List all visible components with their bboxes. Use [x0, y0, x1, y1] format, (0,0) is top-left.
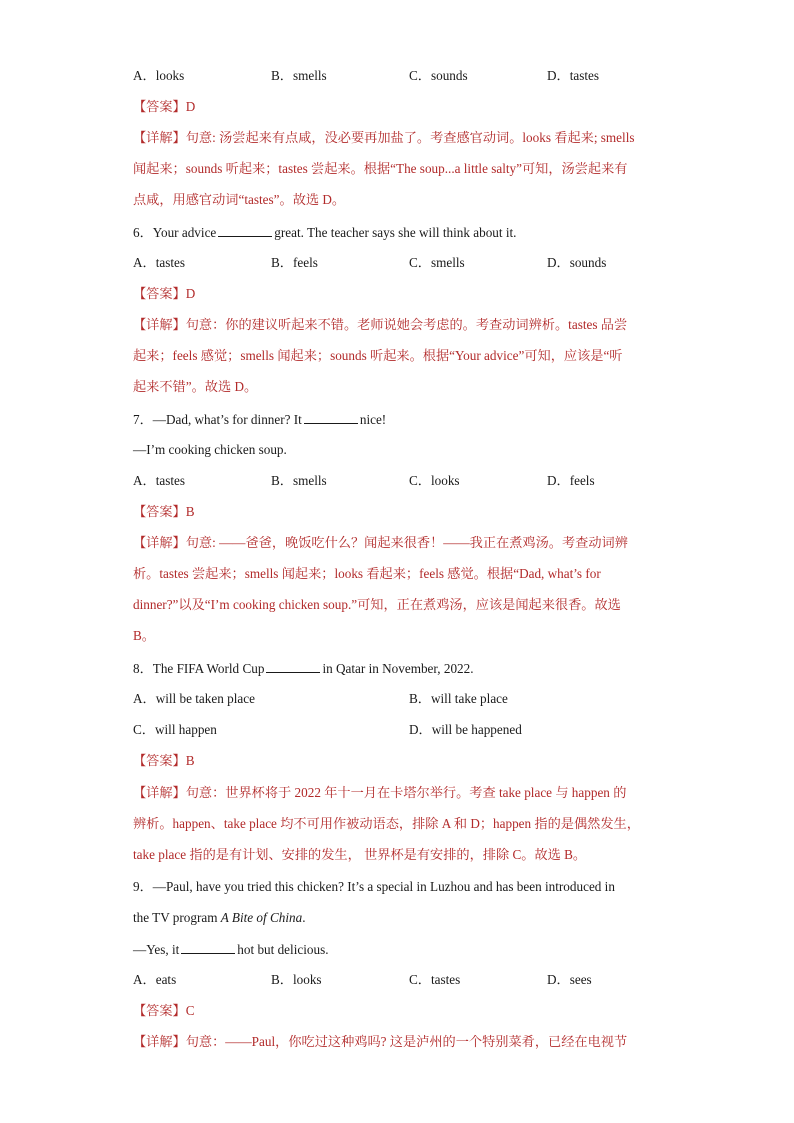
q9-detail-line-1: 【详解】句意：——Paul，你吃过这种鸡吗? 这是泸州的一个特别菜肴，已经在电视节: [133, 1034, 628, 1049]
q7-stem-start: 7．—Dad, what’s for dinner? It: [133, 412, 302, 427]
q7-stem: [133, 410, 386, 429]
q6-blank: [218, 223, 272, 237]
q8-blank: [266, 659, 320, 673]
q8-detail-line-1: 【详解】句意：世界杯将于 2022 年十一月在卡塔尔举行。考查 take place 与 happen 的: [133, 785, 627, 800]
q6-option-a: A．tastes: [133, 255, 186, 270]
q6-stem-start: 6．Your advice: [133, 225, 217, 240]
q9-answer: 【答案】C: [133, 1003, 195, 1018]
q7-blank: [304, 410, 358, 424]
q6-stem: [133, 223, 516, 242]
q8-stem-end: in Qatar in November, 2022.: [322, 661, 474, 676]
q7-option-d: D．feels: [547, 473, 595, 488]
q5-answer: 【答案】D: [133, 99, 196, 114]
q8-option-d: D．will be happened: [409, 722, 522, 737]
q5-detail-line-2: 闻起来；sounds 听起来；tastes 尝起来。根据“The soup...a little salty”可知，汤尝起来有: [133, 161, 628, 176]
q6-option-b: B．feels: [271, 255, 318, 270]
q8-answer: 【答案】B: [133, 753, 195, 768]
q6-option-c: C．smells: [409, 255, 465, 270]
q7-option-c: C．looks: [409, 473, 460, 488]
q6-answer: 【答案】D: [133, 286, 196, 301]
q6-option-d: D．sounds: [547, 255, 607, 270]
q6-detail-line-2: 起来；feels 感觉；smells 闻起来；sounds 听起来。根据“Your advice”可知，应该是“听: [133, 348, 623, 363]
q7-detail-line-1: 【详解】句意: ——爸爸，晚饭吃什么？闻起来很香！——我正在煮鸡汤。考查动词辨: [133, 535, 628, 550]
q9-option-d: D．sees: [547, 972, 592, 987]
q9-stem-line-3-end: hot but delicious.: [237, 942, 329, 957]
q9-stem-line-3-start: —Yes, it: [133, 942, 180, 957]
q8-detail-line-2: 辨析。happen、take place 均不可用作被动语态，排除 A 和 D；happen 指的是偶然发生，: [133, 816, 640, 831]
q5-option-a: A．looks: [133, 68, 185, 83]
q5-detail-line-1: 【详解】句意: 汤尝起来有点咸，没必要再加盐了。考查感官动词。looks 看起来; smells: [133, 130, 635, 145]
q5-option-d: D．tastes: [547, 68, 600, 83]
q7-option-b: B．smells: [271, 473, 327, 488]
q5-option-c: C．sounds: [409, 68, 468, 83]
q7-option-a: A．tastes: [133, 473, 186, 488]
q7-detail-line-3: dinner?”以及“I’m cooking chicken soup.”可知，正在煮鸡汤，应该是闻起来很香。故选: [133, 597, 621, 612]
q5-option-b: B．smells: [271, 68, 327, 83]
q6-detail-line-1: 【详解】句意：你的建议听起来不错。老师说她会考虑的。考查动词辨析。tastes 品尝: [133, 317, 628, 332]
q9-stem-line-2: [133, 909, 306, 927]
q7-detail-line-2: 析。tastes 尝起来；smells 闻起来；looks 看起来；feels 感觉。根据“Dad, what’s for: [133, 566, 601, 581]
q9-stem-line-2-start: the TV program: [133, 910, 221, 925]
q8-stem: [133, 659, 474, 678]
q9-stem-line-2-end: .: [302, 910, 306, 925]
q7-stem-end: nice!: [359, 412, 387, 427]
q8-option-a: A．will be taken place: [133, 691, 255, 706]
q7-detail-line-4: B。: [133, 628, 155, 643]
q8-option-c: C．will happen: [133, 722, 217, 737]
q9-blank: [181, 940, 235, 954]
q9-option-a: A．eats: [133, 972, 177, 987]
q6-stem-end: great. The teacher says she will think about it.: [274, 225, 517, 240]
q5-detail-line-3: 点咸，用感官动词“tastes”。故选 D。: [133, 192, 346, 207]
q8-detail-line-3: take place 指的是有计划、安排的发生， 世界杯是有安排的，排除 C。故选 B。: [133, 847, 587, 862]
q9-option-c: C．tastes: [409, 972, 461, 987]
q9-stem-line-3: [133, 940, 329, 959]
q9-program-title: A Bite of China: [220, 910, 303, 925]
q8-stem-start: 8．The FIFA World Cup: [133, 661, 265, 676]
q9-stem-line-1: 9．—Paul, have you tried this chicken? It’s a special in Luzhou and has been introduced in: [133, 879, 615, 894]
q6-detail-line-3: 起来不错”。故选 D。: [133, 379, 258, 394]
q9-option-b: B．looks: [271, 972, 322, 987]
q8-option-b: B．will take place: [409, 691, 508, 706]
q7-stem-reply: —I’m cooking chicken soup.: [133, 442, 287, 457]
q7-answer: 【答案】B: [133, 504, 195, 519]
